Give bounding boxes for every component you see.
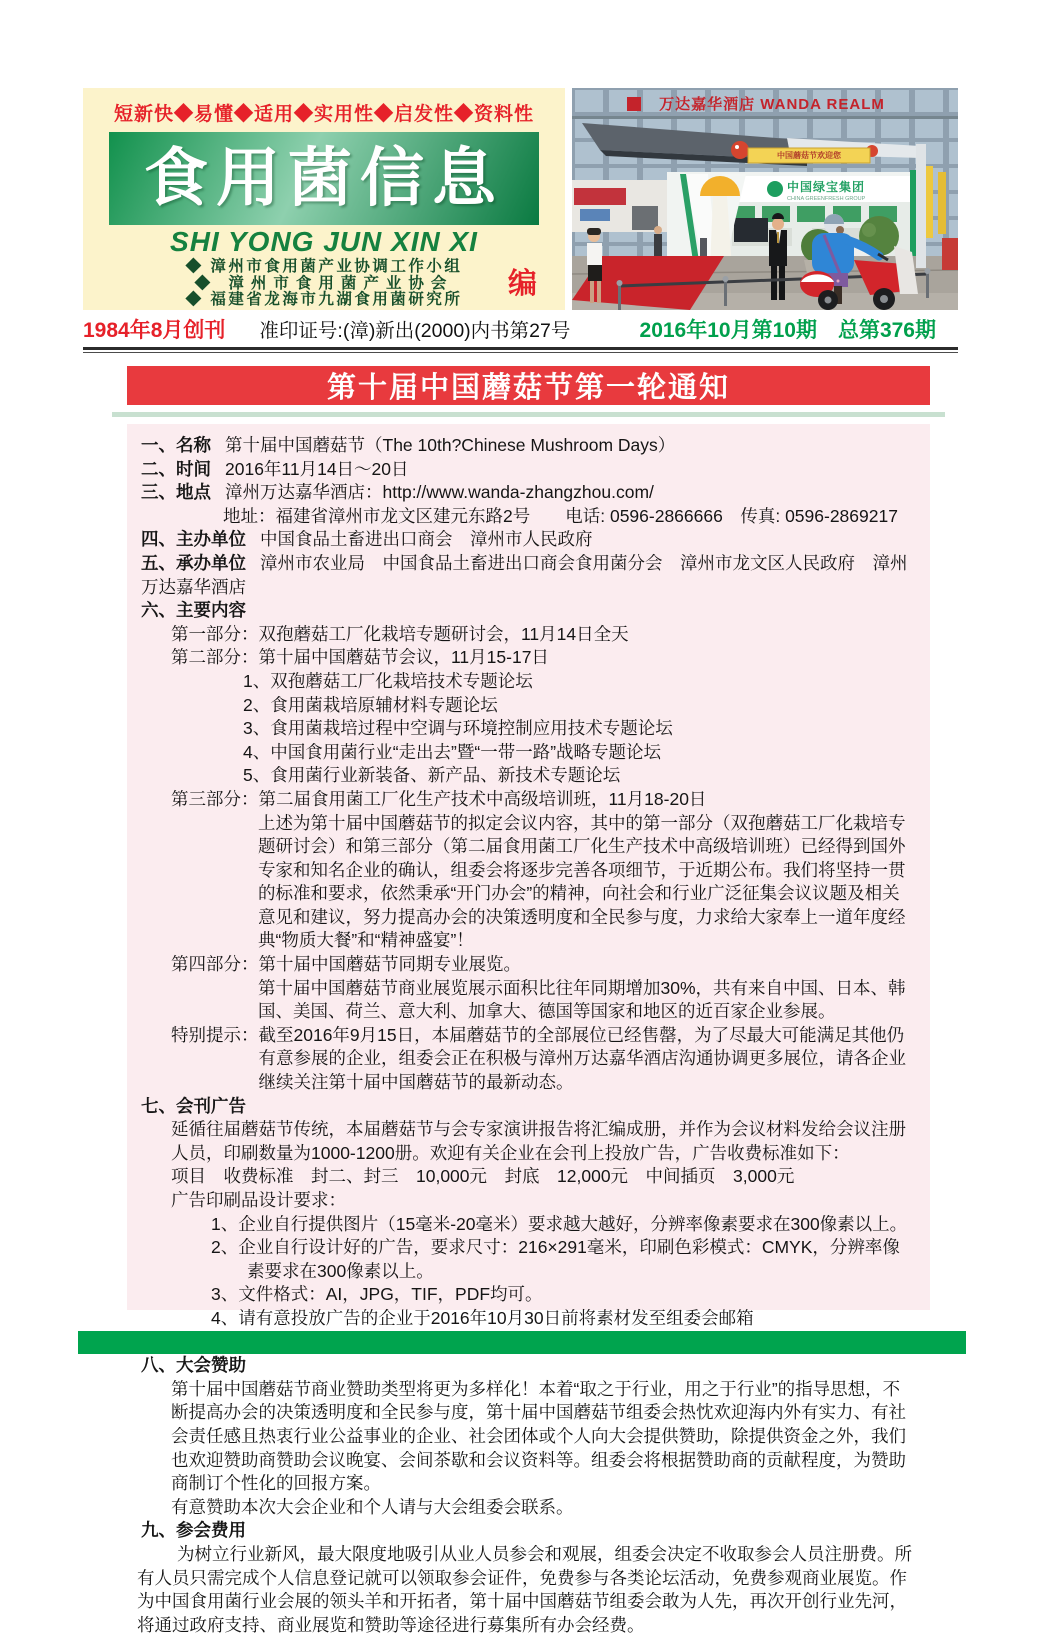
notice-text: 2、食用菌栽培原辅材料专题论坛 <box>243 694 498 715</box>
notice-text: 上述为第十届中国蘑菇节的拟定会议内容，其中的第一部分（双孢蘑菇工厂化栽培专题研讨会）和第三部分（第二届食用菌工厂化生产技术中高级培训班）已经得到国外专家和知名企业的确认，组委会将逐步完善各项细节，于近期公布。我们将坚持一贯的标准和要求，依然秉承“开门办会”的精神，向社会和行业广泛征集会议议题及相关意见和建议，努力提高办会的决策透明度和全民参与度，力求给大家奉上一道年度经典“物质大餐”和“精神盛宴”！ <box>258 812 906 951</box>
print-license: 准印证号:(漳)新出(2000)内书第27号 <box>259 320 571 342</box>
notice-line <box>141 1095 916 1119</box>
notice-line <box>171 1496 916 1520</box>
notice-label: 一、名称 <box>141 435 211 455</box>
notice-label: 八、大会赞助 <box>141 1355 246 1376</box>
notice-line <box>258 812 916 954</box>
notice-line <box>171 1378 916 1496</box>
editor-organizations <box>109 259 539 309</box>
notice-label: 特别提示： <box>171 1024 259 1045</box>
editor-line: ◆ 漳州市食用菌产业协调工作小组 <box>185 258 463 275</box>
notice-text: 第十届中国蘑菇节商业赞助类型将更为多样化！本着“取之于行业，用之于行业”的指导思想，不断提高办会的决策透明度和全民参与度，第十届中国蘑菇节组委会热忱欢迎海内外有实力、有社会责任感且热衷行业公益事业的企业、社会团体或个人向大会提供赞助，除提供资金之外，我们也欢迎赞助商赞助会议晚宴、会间茶歇和会议资料等。组委会将根据赞助商的贡献程度，为赞助商制订个性化的回报方案。 <box>171 1378 906 1494</box>
notice-label: 四、主办单位 <box>141 529 246 550</box>
notice-line <box>171 953 916 977</box>
notice-text: 第二届食用菌工厂化生产技术中高级培训班，11月18-20日 <box>258 788 707 809</box>
notice-line <box>171 788 916 812</box>
notice-line <box>223 505 916 529</box>
notice-text: 延循往届蘑菇节传统，本届蘑菇节与会专家演讲报告将汇编成册，并作为会议材料发给会议注册人员，印刷数量为1000-1200册。欢迎有关企业在会刊上投放广告，广告收费标准如下： <box>171 1119 906 1163</box>
notice-text: 有意赞助本次大会企业和个人请与大会组委会联系。 <box>171 1496 574 1517</box>
notice-line <box>211 1283 916 1307</box>
notice-title-banner: 第十届中国蘑菇节第一轮通知 <box>127 366 930 405</box>
notice-text: 为树立行业新风，最大限度地吸引从业人员参会和观展，组委会决定不收取参会人员注册费。所有人员只需完成个人信息登记就可以领取参会证件，免费参与各类论坛活动，免费参观商业展览。作为中国食用菌行业会展的领头羊和开拓者，第十届中国蘑菇节组委会敢为人先，再次开创行业先河，将通过政府支持、商业展览和赞助等途径进行募集所有办会经费。 <box>137 1543 912 1635</box>
booth-logo-text: 中国绿宝集团 <box>787 180 866 194</box>
notice-text: 2、企业自行设计好的广告，要求尺寸：216×291毫米，印刷色彩模式：CMYK，分辨率像素要求在300像素以上。 <box>211 1237 900 1281</box>
notice-label: 六、主要内容 <box>141 600 246 621</box>
notice-line <box>141 552 916 599</box>
notice-text: 3、食用菌栽培过程中空调与环境控制应用技术专题论坛 <box>243 718 673 739</box>
editor-line: ◆ 福建省龙海市九湖食用菌研究所 <box>185 291 463 308</box>
notice-line <box>141 458 916 482</box>
founded-date: 1984年8月创刊 <box>83 319 226 342</box>
notice-label: 三、地点 <box>141 482 211 503</box>
masthead-slogan: 短新快◆易懂◆适用◆实用性◆启发性◆资料性 <box>113 104 534 125</box>
notice-line <box>243 670 916 694</box>
notice-label: 第一部分： <box>171 623 259 644</box>
notice-label: 九、参会费用 <box>141 1520 246 1541</box>
notice-text: 中国食品土畜进出口商会 漳州市人民政府 <box>260 529 593 550</box>
notice-line <box>141 528 916 552</box>
notice-text: 广告印刷品设计要求： <box>171 1190 346 1210</box>
notice-label: 第二部分： <box>171 647 259 668</box>
background-tents <box>572 180 667 232</box>
notice-line <box>211 1213 916 1237</box>
notice-label: 五、承办单位 <box>141 552 246 573</box>
notice-label: 七、会刊广告 <box>141 1095 246 1116</box>
masthead-row <box>83 88 958 310</box>
notice-line <box>141 599 916 623</box>
notice-line <box>171 646 916 670</box>
editor-mark: 编 <box>507 268 537 300</box>
notice-text: 漳州万达嘉华酒店：http://www.wanda-zhangzhou.com/ <box>225 482 654 503</box>
notice-text: 1、企业自行提供图片（15毫米-20毫米）要求越大越好，分辨率像素要求在300像素以上。 <box>211 1213 908 1234</box>
wanda-logo-icon <box>627 97 641 111</box>
notice-line <box>141 481 916 505</box>
notice-text: 2016年11月14日～20日 <box>225 458 409 479</box>
notice-text: 双孢蘑菇工厂化栽培专题研讨会，11月14日全天 <box>258 623 629 644</box>
notice-text: 第十届中国蘑菇节（The 10th?Chinese Mushroom Days） <box>225 435 676 455</box>
notice-line <box>243 741 916 765</box>
notice-text: 5、食用菌行业新装备、新产品、新技术专题论坛 <box>243 765 621 786</box>
notice-line <box>141 1354 916 1378</box>
notice-text: 3、文件格式：AI，JPG，TIF，PDF均可。 <box>211 1284 543 1305</box>
booth-logo-en-text: CHINA GREENFRESH GROUP <box>787 196 866 202</box>
issue-info-bar <box>83 314 958 344</box>
notice-text: 漳州市农业局 中国食品土畜进出口商会食用菌分会 漳州市龙文区人民政府 漳州万达嘉华酒店 <box>141 552 908 597</box>
cover-photo-scene <box>572 88 958 310</box>
masthead-title-box <box>109 132 539 225</box>
issue-number: 2016年10月第10期 总第376期 <box>639 319 936 342</box>
notice-body <box>127 424 930 1635</box>
booth-screen <box>734 218 768 242</box>
notice-line <box>243 694 916 718</box>
masthead <box>83 88 565 310</box>
notice-line <box>243 764 916 788</box>
publication-title: 食用菌信息 <box>144 140 504 216</box>
notice-label: 二、时间 <box>141 458 211 479</box>
hotel-sign <box>627 95 885 113</box>
notice-label: 第三部分： <box>171 788 259 809</box>
notice-line <box>171 1165 916 1189</box>
notice-line <box>171 1118 916 1165</box>
notice-line <box>243 717 916 741</box>
publication-title-pinyin: SHI YONG JUN XIN XI <box>170 226 478 257</box>
divider-rule <box>83 347 958 353</box>
notice-line <box>171 623 916 647</box>
banner-underline <box>112 412 945 417</box>
notice-text: 截至2016年9月15日，本届蘑菇节的全部展位已经售罄，为了尽最大可能满足其他仍有意参展的企业，组委会正在积极与漳州万达嘉华酒店沟通协调更多展位，请各企业继续关注第十届中国蘑菇节的最新动态。 <box>258 1024 906 1093</box>
notice-line <box>211 1236 916 1283</box>
building-sign-text: 万达嘉华酒店 WANDA REALM <box>659 96 885 113</box>
cover-photo <box>572 88 958 310</box>
notice-text: 1、双孢蘑菇工厂化栽培技术专题论坛 <box>243 670 533 691</box>
editor-line: ◆ 漳州市食用菌产业协会 <box>194 274 454 292</box>
notice-text: 第十届中国蘑菇节同期专业展览。 <box>258 954 521 975</box>
notice-line <box>258 977 916 1024</box>
notice-line <box>171 1189 916 1213</box>
notice-label: 第四部分： <box>171 954 259 975</box>
notice-line <box>141 1519 916 1543</box>
notice-text: 4、请有意投放广告的企业于2016年10月30日前将素材发至组委会邮箱 <box>211 1307 754 1328</box>
greenfresh-logo-icon <box>767 181 783 197</box>
notice-text: 地址：福建省漳州市龙文区建元东路2号 电话: 0596-2866666 传真: 0596-2869217 <box>223 505 898 526</box>
notice-line <box>171 1024 916 1095</box>
notice-text: 第十届中国蘑菇节商业展览展示面积比往年同期增加30%，共有来自中国、日本、韩国、美国、荷兰、意大利、加拿大、德国等国家和地区的近百家企业参展。 <box>258 977 906 1022</box>
banner-welcome-text: 中国蘑菇节欢迎您 <box>777 151 841 160</box>
notice-text: 项目 收费标准 封二、封三 10,000元 封底 12,000元 中间插页 3,000元 <box>171 1166 795 1187</box>
notice-line <box>141 434 916 458</box>
notice-line <box>137 1543 916 1637</box>
notice-text: 4、中国食用菌行业“走出去”暨“一带一路”战略专题论坛 <box>243 741 662 762</box>
footer-green-bar <box>78 1331 966 1354</box>
notice-text: 第十届中国蘑菇节会议，11月15-17日 <box>258 647 549 668</box>
